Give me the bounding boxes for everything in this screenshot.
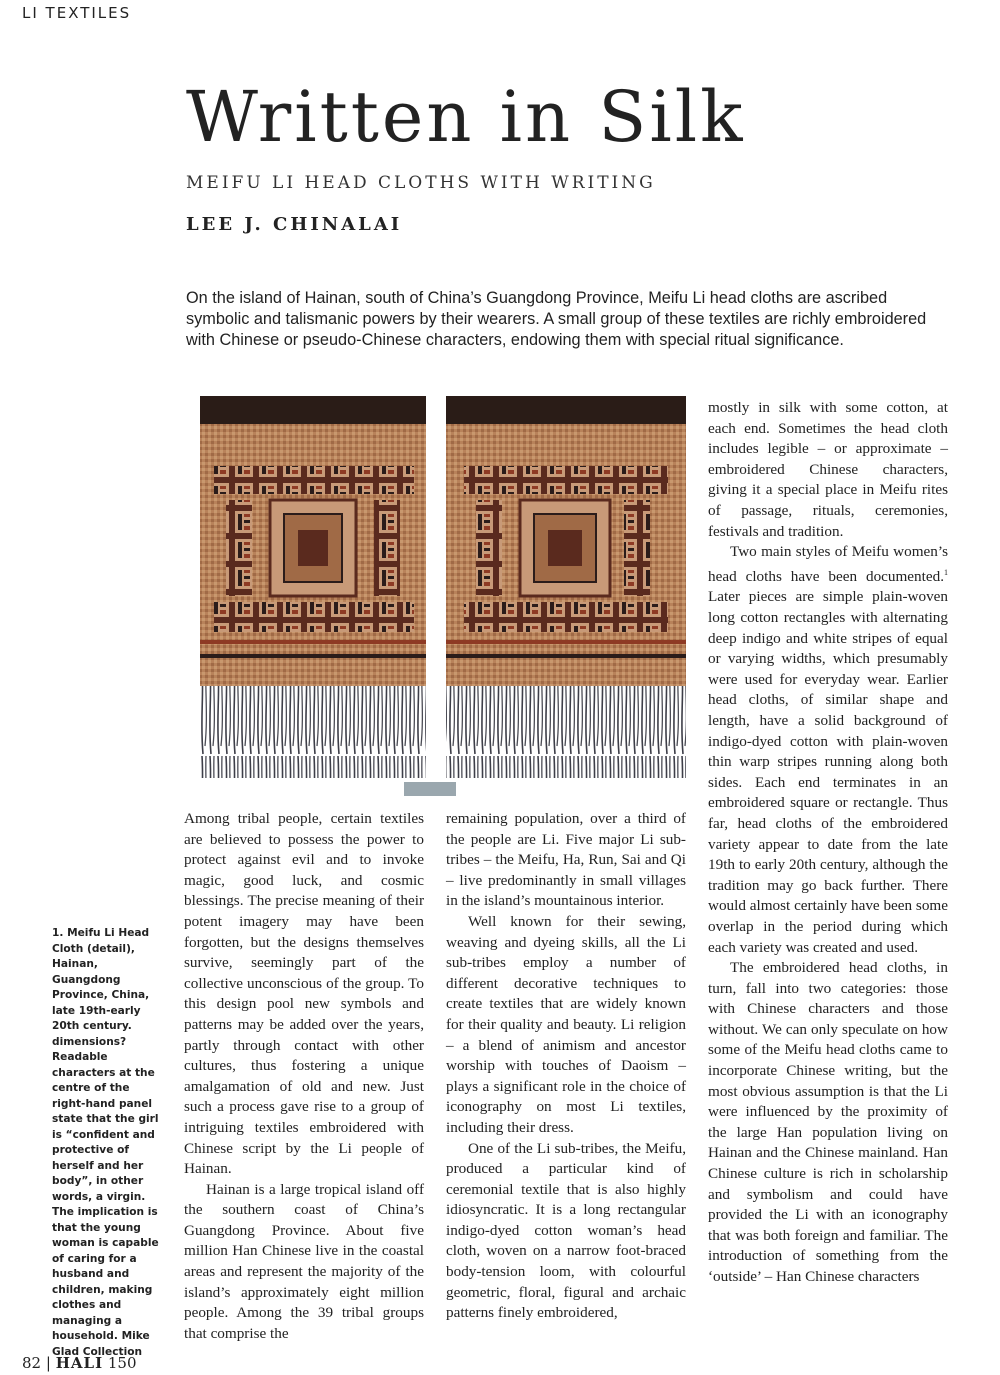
page-number: 82 [22, 1354, 42, 1372]
right-panel [446, 396, 686, 778]
figure-caption: 1. Meifu Li Head Cloth (detail), Hainan, Guangdong Province, China, late 19th-early 20th century. dimensions? Readable characters at the centre of the right-hand panel state that the girl is “confident and protective of herself and her body”, in other words, a virgin. The implication is that the young woman is capable of caring for a husband and children, making clothes and managing a household. Mike Glad Collection [52, 927, 159, 1358]
issue-number: 150 [107, 1354, 137, 1372]
article-author: LEE J. CHINALAI [186, 214, 403, 235]
paragraph-text: Later pieces are simple plain-woven long cotton rectangles with alternating deep indigo and white stripes of equal or varying widths, which presumably were used for everyday wear. Earlier head cloths, of similar shape and length, have a solid background of indigo-dyed cotton with plain-woven thin warp stripes running along both sides. Each end terminates in an embroidered square or rectangle. Thus far, head cloths of the embroidered variety appear to date from the late 19th to early 20th century, although the tradition may go back further. There would almost certainly have been some overlap in the period during which each variety was created and used. [708, 588, 948, 956]
page-footer [22, 1354, 137, 1372]
paragraph: Well known for their sewing, weaving and dyeing skills, all the Li sub-tribes employ a number of different decorative techniques to create textiles that are widely known for their quality and beauty. Li religion – a blend of animism and ancestor worship with touches of Daoism – plays a significant role in the choice of iconography on most Li textiles, including their dress. [446, 912, 686, 1136]
paragraph-text: Two main styles of Meifu women’s head cloths have been documented. [708, 543, 948, 585]
publication-name: HALI [55, 1354, 104, 1372]
body-column-2 [446, 809, 686, 1324]
colour-bar [404, 782, 456, 796]
article-lede: On the island of Hainan, south of China’s Guangdong Province, Meifu Li head cloths are ascribed symbolic and talismanic powers by their wearers. A small group of these textiles are richly embroidered with Chinese or pseudo-Chinese characters, endowing them with special ritual significance. [186, 289, 927, 349]
paragraph: Among tribal people, certain textiles are believed to possess the power to protect against evil and to invoke magic, good luck, and cosmic blessings. The precise meaning of their potent imagery may have been forgotten, but the designs themselves survive, seemingly part of the collective unconscious of the group. To this design pool new symbols and patterns may be added over the years, partly through contact with other cultures, thus fostering a unique amalgamation of old and new. Just such a process gave rise to a group of intriguing textiles embroidered with Chinese script by the Li people of Hainan. [184, 810, 424, 1178]
paragraph: remaining population, over a third of the people are Li. Five major Li sub-tribes – the Meifu, Ha, Run, Sai and Qi – live predominantly in small villages in the island’s mountainous interior. [446, 810, 686, 910]
head-cloth-photo [184, 396, 688, 800]
body-column-3 [708, 398, 948, 1288]
paragraph: mostly in silk with some cotton, at each end. Sometimes the head cloth includes legible – or approximate – embroidered Chinese characters, giving it a special place in Meifu rites of passage, rituals, ceremonies, festivals and tradition. [708, 399, 948, 540]
section-label: LI TEXTILES [22, 4, 132, 22]
paragraph [708, 542, 948, 958]
paragraph: The embroidered head cloths, in turn, fall into two categories: those with Chinese characters and those without. We can only speculate on how some of the Meifu head cloths came to incorporate Chinese writing, but the most obvious assumption is that the Li were influenced by the proximity of the large Han population living on Hainan and the Chinese mainland. Han Chinese culture is rich in scholarship and symbolism and could have provided the Li with an iconography that was both foreign and familiar. The introduction of something from the ‘outside’ – Han Chinese characters [708, 959, 948, 1285]
body-column-1 [184, 809, 424, 1344]
paragraph: Hainan is a large tropical island off the southern coast of China’s Guangdong Province. About five million Han Chinese live in the coastal areas and represent the majority of the island’s approximately eight million people. Among the 39 tribal groups that comprise the [184, 1180, 424, 1342]
left-panel [200, 396, 426, 778]
footnote-marker: 1 [944, 567, 948, 577]
article-title: Written in Silk [186, 76, 746, 158]
paragraph: One of the Li sub-tribes, the Meifu, produced a particular kind of ceremonial textile that is also highly idiosyncratic. It is a long rectangular indigo-dyed cotton woman’s head cloth, woven on a narrow foot-braced body-tension loom, with colourful geometric, floral, figural and archaic patterns finely embroidered, [446, 1139, 686, 1322]
article-subtitle: MEIFU LI HEAD CLOTHS WITH WRITING [186, 173, 656, 193]
footer-separator: | [45, 1354, 51, 1372]
